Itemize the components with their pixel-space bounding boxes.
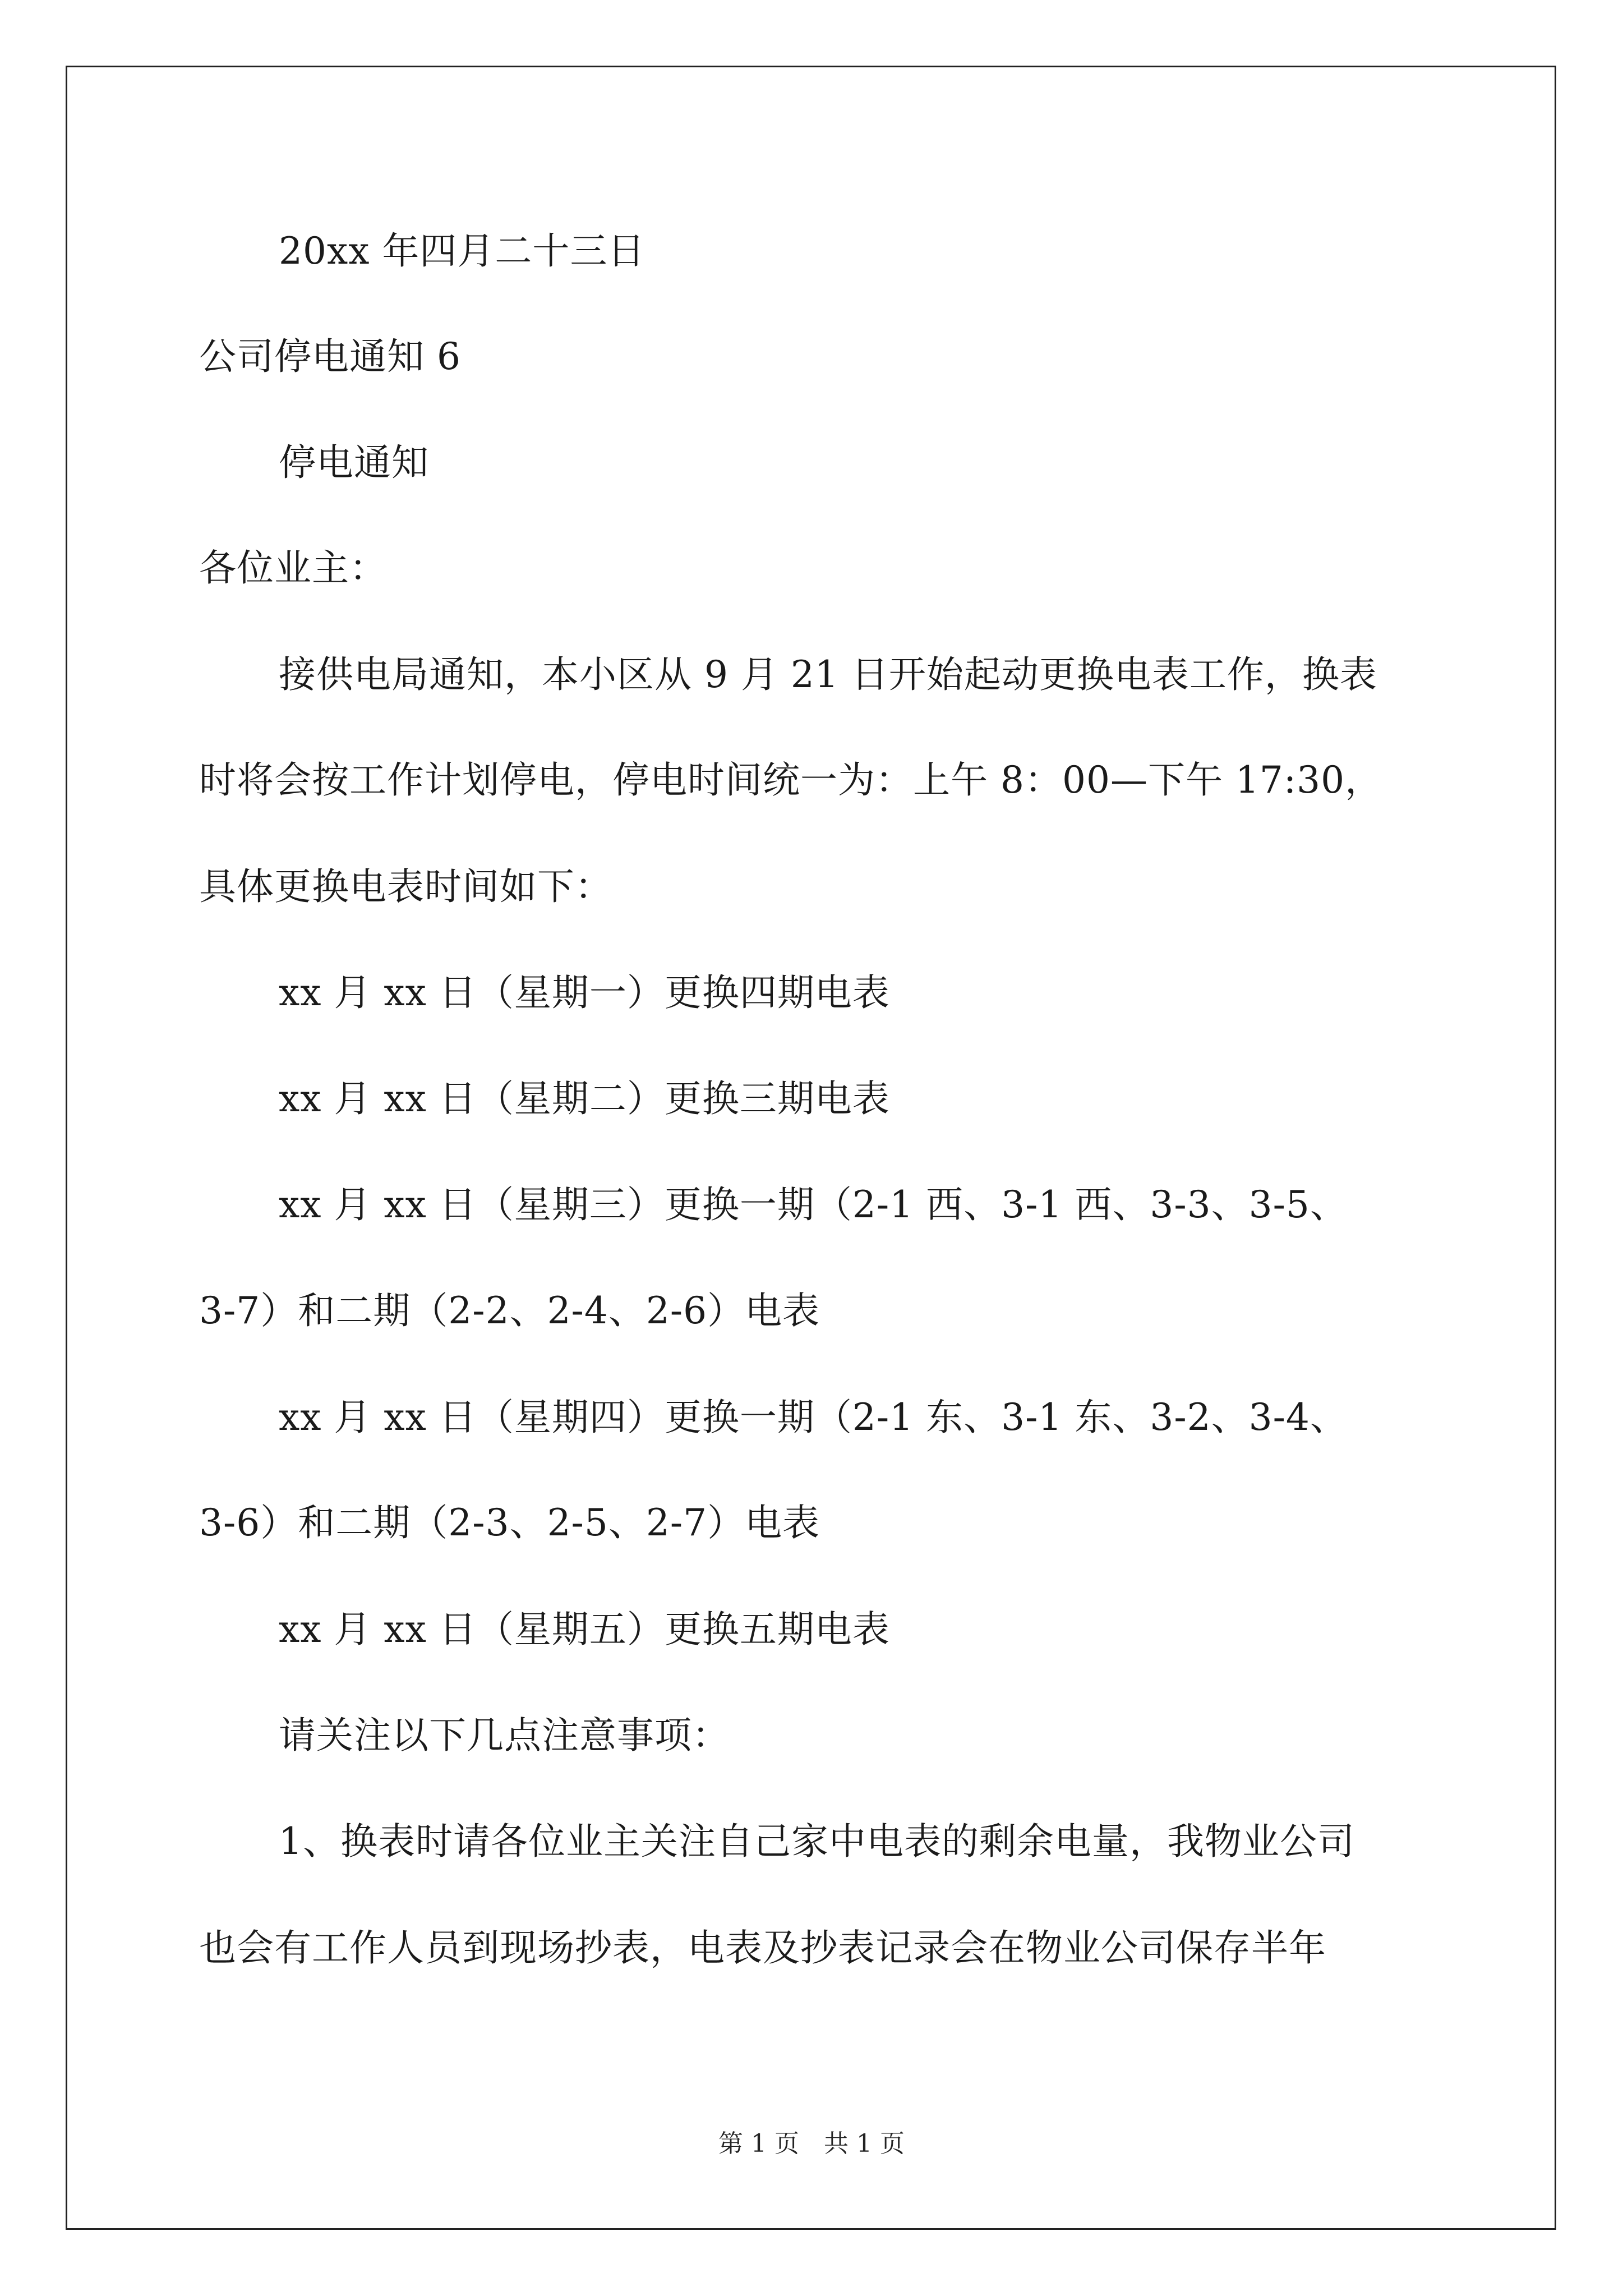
notes-heading: 请关注以下几点注意事项： — [279, 1714, 730, 1757]
schedule-item-continued: 3-6）和二期（2-3、2-5、2-7）电表 — [199, 1501, 820, 1544]
page-number-footer: 第 1 页 共 1 页 — [718, 2129, 905, 2158]
schedule-item: xx 月 xx 日（星期五）更换五期电表 — [279, 1608, 890, 1651]
note-item: 1、换表时请各位业主关注自己家中电表的剩余电量，我物业公司 — [279, 1820, 1355, 1863]
schedule-item: xx 月 xx 日（星期四）更换一期（2-1 东、3-1 东、3-2、3-4、 — [279, 1396, 1348, 1439]
schedule-item-continued: 3-7）和二期（2-2、2-4、2-6）电表 — [199, 1289, 820, 1332]
notice-title: 停电通知 — [279, 441, 429, 484]
note-item-continued: 也会有工作人员到现场抄表，电表及抄表记录会在物业公司保存半年 — [199, 1926, 1326, 1970]
salutation: 各位业主： — [199, 546, 387, 590]
page-border — [66, 66, 1556, 2230]
notice-date-line: 20xx 年四月二十三日 — [279, 229, 645, 273]
schedule-item: xx 月 xx 日（星期三）更换一期（2-1 西、3-1 西、3-3、3-5、 — [279, 1183, 1348, 1226]
body-paragraph-line: 时将会按工作计划停电，停电时间统一为：上午 8：00—下午 17:30， — [199, 758, 1383, 802]
body-paragraph-line: 具体更换电表时间如下： — [199, 865, 612, 908]
schedule-item: xx 月 xx 日（星期二）更换三期电表 — [279, 1077, 890, 1120]
body-paragraph-line: 接供电局通知，本小区从 9 月 21 日开始起动更换电表工作，换表 — [279, 653, 1377, 696]
schedule-item: xx 月 xx 日（星期一）更换四期电表 — [279, 971, 890, 1014]
section-heading: 公司停电通知 6 — [199, 335, 461, 378]
